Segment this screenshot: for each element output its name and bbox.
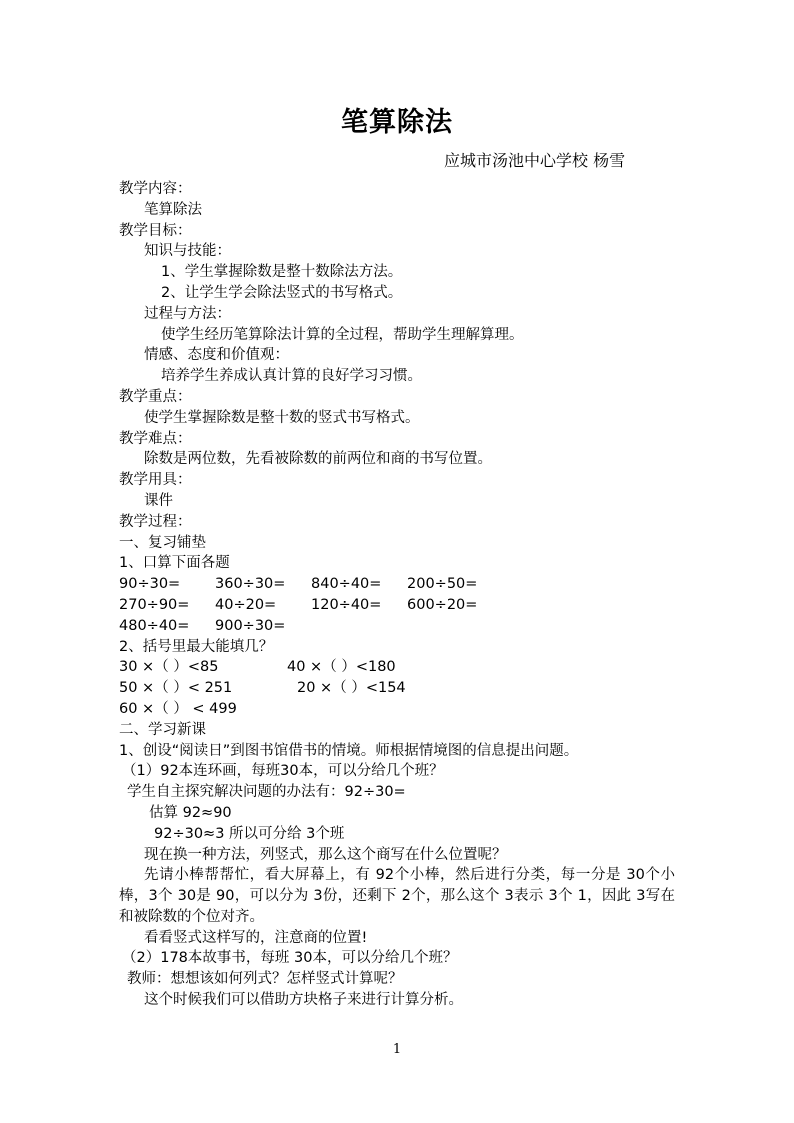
oral-calc-item: 480÷40= [119, 617, 190, 634]
text-line: 笔算除法 [144, 201, 202, 218]
author-line: 应城市汤池中心学校 杨雪 [444, 151, 626, 170]
text-line: 现在换一种方法，列竖式，那么这个商写在什么位置呢？ [144, 846, 507, 863]
text-line: 2、让学生学会除法竖式的书写格式。 [161, 284, 403, 301]
oral-calc-row [119, 595, 689, 616]
oral-calc-row [119, 616, 689, 637]
section-heading: 教学用具： [119, 472, 192, 489]
oral-calc-item: 90÷30= [119, 576, 181, 593]
bracket-item: 50 ×（ ）< 251 [119, 680, 233, 697]
text-line: 学生自主探究解决问题的办法有：92÷30= [127, 784, 406, 801]
section-heading: 教学内容： [119, 181, 192, 197]
section-heading: 一、复习铺垫 [119, 534, 206, 551]
text-line: 这个时候我们可以借助方块格子来进行计算分析。 [144, 992, 463, 1009]
document-body [119, 179, 689, 1011]
section-heading: 二、学习新课 [119, 721, 206, 738]
oral-calc-item: 40÷20= [215, 596, 277, 613]
bracket-item: 40 ×（ ）<180 [287, 659, 396, 676]
text-line: 1、口算下面各题 [119, 555, 230, 572]
oral-calc-item: 360÷30= [215, 576, 286, 593]
bracket-item: 60 ×（ ） < 499 [119, 700, 237, 717]
section-heading: 教学重点： [119, 388, 192, 405]
bracket-item: 20 ×（ ）<154 [297, 680, 406, 697]
oral-calc-item: 270÷90= [119, 596, 190, 613]
section-heading: 教学目标： [119, 222, 192, 239]
text-line: （1）92本连环画，每班30本，可以分给几个班？ [122, 763, 444, 780]
text-line: 估算 92≈90 [149, 804, 232, 821]
text-line: 除数是两位数，先看被除数的前两位和商的书写位置。 [144, 451, 492, 468]
oral-calc-item: 900÷30= [215, 617, 286, 634]
text-line: （2）178本故事书，每班 30本，可以分给几个班？ [122, 950, 458, 967]
text-line: 教师：想想该如何列式？怎样竖式计算呢？ [127, 971, 403, 988]
text-line: 92÷30≈3 所以可分给 3个班 [154, 825, 345, 842]
text-line: 1、学生掌握除数是整十数除法方法。 [161, 264, 403, 281]
oral-calc-item: 600÷20= [407, 596, 478, 613]
oral-calc-item: 120÷40= [311, 596, 382, 613]
oral-calc-row [119, 574, 689, 595]
subheading: 情感、态度和价值观： [144, 347, 289, 364]
text-line: 课件 [144, 492, 173, 509]
section-heading: 教学难点： [119, 430, 192, 447]
subheading: 知识与技能： [144, 243, 231, 260]
oral-calc-item: 840÷40= [311, 576, 382, 593]
section-heading: 教学过程： [119, 513, 192, 530]
subheading: 过程与方法： [144, 305, 231, 322]
text-line: 1、创设“阅读日”到图书馆借书的情境。师根据情境图的信息提出问题。 [119, 742, 579, 759]
text-line: 使学生掌握除数是整十数的竖式书写格式。 [144, 409, 420, 426]
oral-calc-item: 200÷50= [407, 576, 478, 593]
document-title: 笔算除法 [341, 107, 453, 138]
text-line: 培养学生养成认真计算的良好学习习惯。 [161, 368, 422, 385]
text-line: 使学生经历笔算除法计算的全过程，帮助学生理解算理。 [161, 326, 524, 343]
page-number: 1 [392, 1042, 402, 1057]
bracket-row [119, 699, 689, 720]
paragraph: 先请小棒帮帮忙，看大屏幕上，有 92个小棒，然后进行分类，每一分是 30个小棒，3个 30是 90，可以分为 3份，还剩下 2个，那么这个 3表示 3个 1，因此 3写在和被除数的个位对齐。 [119, 867, 675, 925]
bracket-row [119, 678, 689, 699]
text-line: 看看竖式这样写的，注意商的位置! [144, 929, 368, 946]
text-line: 2、括号里最大能填几？ [119, 638, 274, 655]
bracket-item: 30 ×（ ）<85 [119, 659, 219, 676]
bracket-row [119, 657, 689, 678]
